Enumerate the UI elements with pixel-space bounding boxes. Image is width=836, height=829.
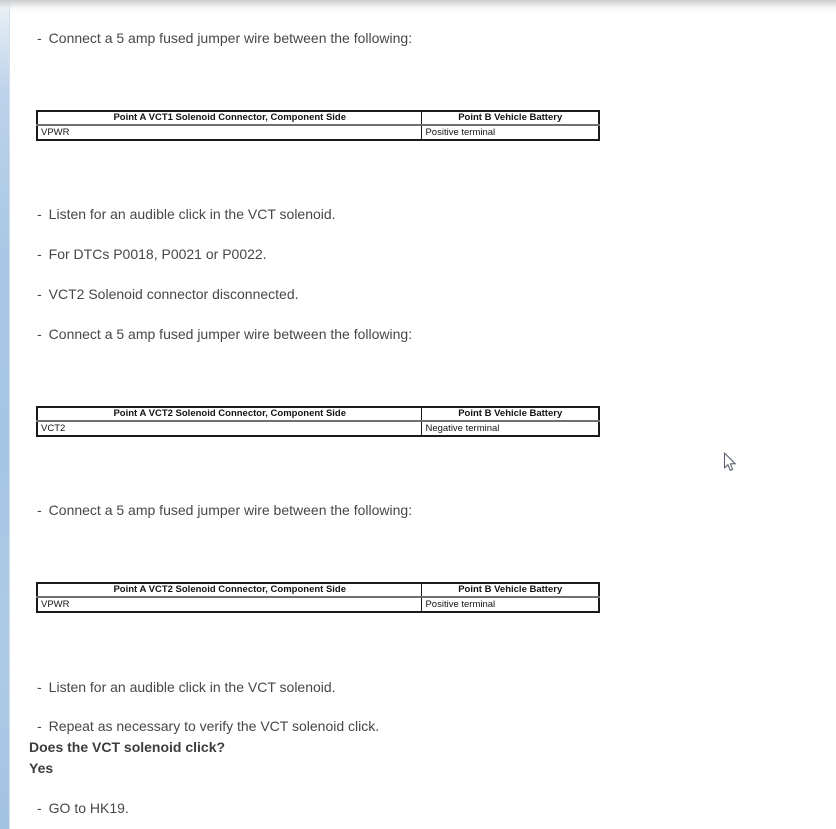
bullet-dash: -: [37, 800, 42, 816]
bullet-text: Repeat as necessary to verify the VCT solenoid click.: [48, 718, 380, 734]
table-header-point-b: Point B Vehicle Battery: [422, 111, 599, 125]
table-header-row: [37, 407, 599, 421]
table-cell-point-a: VPWR: [37, 125, 422, 140]
table-cell-point-a: VCT2: [37, 421, 422, 436]
table-cell-point-b: Negative terminal: [422, 421, 599, 436]
bullet-go-to-hk19: [37, 800, 129, 816]
bullet-text: Connect a 5 amp fused jumper wire between the following:: [48, 502, 413, 518]
table-cell-point-b: Positive terminal: [422, 125, 599, 140]
bullet-text: GO to HK19.: [48, 800, 129, 816]
bullet-text: Connect a 5 amp fused jumper wire between the following:: [48, 326, 413, 342]
table-header-point-a: Point A VCT2 Solenoid Connector, Component Side: [37, 583, 422, 597]
top-edge-shadow: [0, 0, 836, 13]
table-header-point-b: Point B Vehicle Battery: [422, 583, 599, 597]
answer-text: Yes: [29, 760, 54, 776]
bullet-repeat-verify: [37, 718, 379, 734]
bullet-dash: -: [37, 326, 42, 342]
bullet-dash: -: [37, 30, 42, 46]
table-cell-point-a: VPWR: [37, 597, 422, 612]
mouse-cursor-icon: [723, 452, 738, 474]
bullet-text: For DTCs P0018, P0021 or P0022.: [48, 246, 267, 262]
table-header-row: [37, 111, 599, 125]
question-text: Does the VCT solenoid click?: [29, 739, 226, 755]
bullet-dash: -: [37, 206, 42, 222]
table-row: [37, 125, 599, 140]
table-header-point-b: Point B Vehicle Battery: [422, 407, 599, 421]
bullet-dash: -: [37, 718, 42, 734]
table-row: [37, 421, 599, 436]
bullet-text: Listen for an audible click in the VCT solenoid.: [48, 679, 336, 695]
jumper-wire-table-3: [36, 582, 600, 613]
jumper-wire-table-1: [36, 110, 600, 141]
bullet-dash: -: [37, 679, 42, 695]
table-header-point-a: Point A VCT2 Solenoid Connector, Component Side: [37, 407, 422, 421]
window-left-edge: [0, 0, 10, 829]
jumper-wire-table-2: [36, 406, 600, 437]
bullet-listen-click-1: [37, 206, 336, 222]
bullet-for-dtcs: [37, 246, 267, 262]
bullet-connect-jumper-1: [37, 30, 412, 46]
bullet-text: Listen for an audible click in the VCT solenoid.: [48, 206, 336, 222]
bullet-text: VCT2 Solenoid connector disconnected.: [48, 286, 299, 302]
table-header-row: [37, 583, 599, 597]
bullet-vct2-disconnected: [37, 286, 299, 302]
bullet-text: Connect a 5 amp fused jumper wire between the following:: [48, 30, 413, 46]
bullet-dash: -: [37, 246, 42, 262]
bullet-connect-jumper-2: [37, 326, 412, 342]
table-header-point-a: Point A VCT1 Solenoid Connector, Component Side: [37, 111, 422, 125]
table-cell-point-b: Positive terminal: [422, 597, 599, 612]
bullet-dash: -: [37, 286, 42, 302]
bullet-connect-jumper-3: [37, 502, 412, 518]
bullet-dash: -: [37, 502, 42, 518]
bullet-listen-click-2: [37, 679, 336, 695]
table-row: [37, 597, 599, 612]
